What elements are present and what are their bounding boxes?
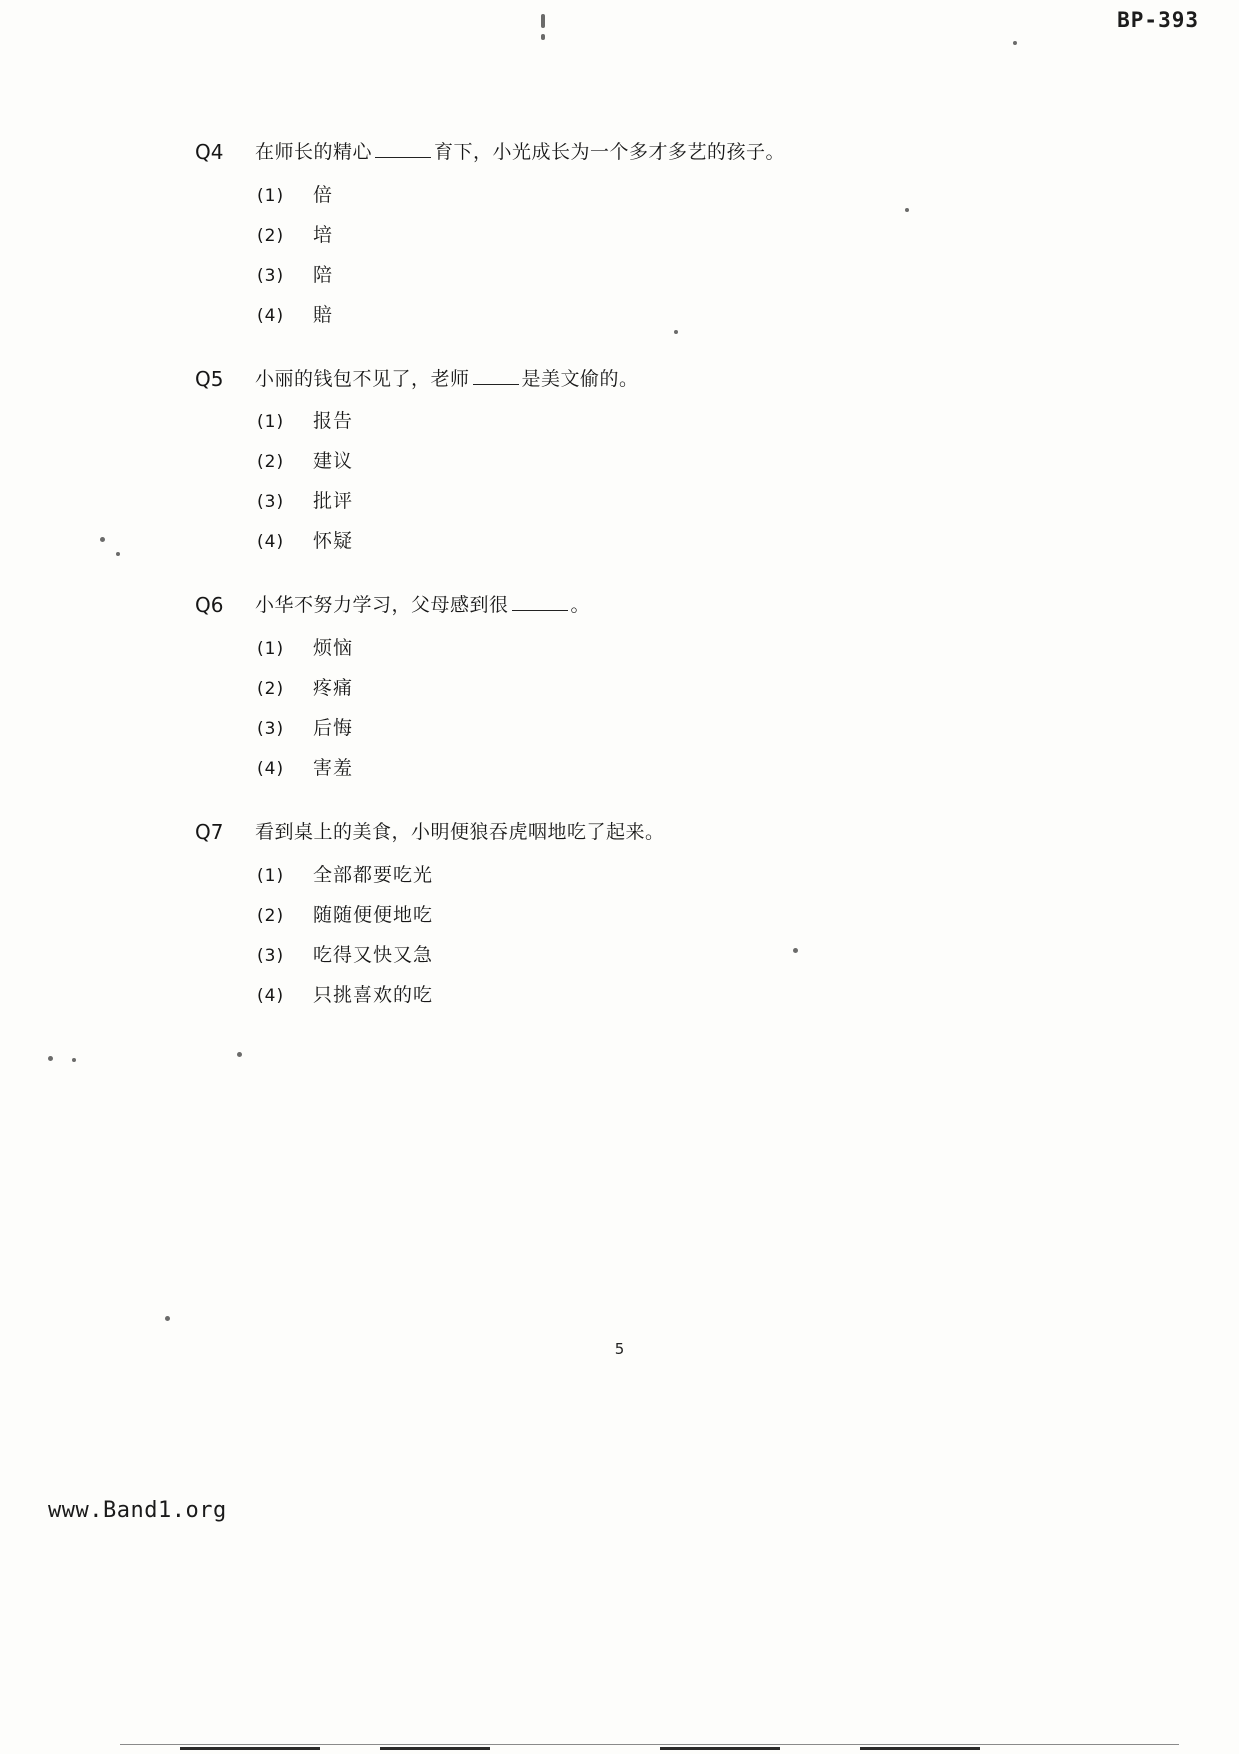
- option-item[interactable]: [257, 860, 1095, 887]
- stem-text-before: 小华不努力学习，父母感到很: [255, 594, 509, 617]
- option-label: (1): [257, 412, 285, 433]
- option-label: (4): [257, 985, 285, 1006]
- scan-speck: [541, 14, 545, 28]
- question-item: [195, 140, 1095, 327]
- stem-text-after: 育下，小光成长为一个多才多艺的孩子。: [434, 141, 786, 163]
- scan-edge-segment: [660, 1747, 780, 1750]
- question-stem-row: [195, 593, 1095, 619]
- option-label: (2): [257, 678, 285, 699]
- option-label: (4): [257, 758, 285, 779]
- option-label: (4): [257, 305, 285, 326]
- question-stem: [255, 367, 639, 393]
- stem-text-before: 小丽的钱包不见了，老师: [255, 367, 470, 390]
- option-text: 怀疑: [313, 530, 354, 553]
- option-item[interactable]: [257, 753, 1095, 780]
- option-item[interactable]: [257, 260, 1095, 287]
- option-label: (3): [257, 265, 285, 286]
- question-number: Q7: [195, 819, 224, 844]
- option-label: (1): [257, 865, 285, 886]
- scan-speck: [100, 537, 105, 542]
- scan-edge-segment: [380, 1747, 490, 1750]
- option-label: (1): [257, 638, 285, 659]
- option-text: 随随便便地吃: [313, 903, 434, 926]
- scan-speck: [541, 34, 545, 40]
- scan-edge-segment: [180, 1747, 320, 1750]
- question-number: Q6: [195, 593, 224, 618]
- stem-text-before: 在师长的精心: [255, 141, 373, 163]
- question-number: Q4: [195, 140, 224, 164]
- scan-speck: [165, 1316, 170, 1321]
- option-label: (1): [257, 185, 285, 206]
- option-item[interactable]: [257, 900, 1095, 927]
- option-text: 吃得又快又急: [313, 943, 434, 966]
- question-stem-row: [195, 140, 1095, 166]
- question-list: [195, 140, 1095, 1047]
- question-item: [195, 820, 1095, 1007]
- option-text: 全部都要吃光: [313, 863, 434, 886]
- option-text: 培: [313, 223, 334, 246]
- option-label: (3): [257, 718, 285, 739]
- option-item[interactable]: [257, 486, 1095, 513]
- option-item[interactable]: [257, 526, 1095, 553]
- question-stem: 看到桌上的美食，小明便狼吞虎咽地吃了起来。: [255, 820, 665, 843]
- option-item[interactable]: [257, 406, 1095, 433]
- option-label: (2): [257, 452, 285, 473]
- page-header-code: BP-393: [1117, 8, 1199, 32]
- scan-bottom-edge: [0, 1740, 1239, 1754]
- question-item: [195, 367, 1095, 554]
- answer-blank: [512, 595, 568, 611]
- option-item[interactable]: [257, 220, 1095, 247]
- option-list: [257, 633, 1095, 780]
- option-text: 陪: [313, 263, 334, 286]
- option-item[interactable]: [257, 713, 1095, 740]
- scan-speck: [72, 1058, 76, 1062]
- option-text: 疼痛: [313, 676, 354, 699]
- scan-edge-segment: [860, 1747, 980, 1750]
- option-item[interactable]: [257, 446, 1095, 473]
- option-text: 后悔: [313, 716, 354, 739]
- option-text: 害羞: [313, 756, 354, 779]
- question-stem: [255, 140, 785, 166]
- stem-text-after: 是美文偷的。: [521, 367, 639, 390]
- stem-text-after: 。: [570, 594, 591, 617]
- option-label: (3): [257, 492, 285, 513]
- option-text: 賠: [313, 303, 334, 326]
- option-item[interactable]: [257, 633, 1095, 660]
- question-item: [195, 593, 1095, 780]
- option-text: 烦恼: [313, 636, 354, 659]
- option-list: [257, 406, 1095, 553]
- question-stem: [255, 593, 590, 619]
- option-text: 批评: [313, 490, 354, 513]
- scan-speck: [48, 1056, 53, 1061]
- option-text: 报告: [313, 410, 354, 433]
- question-number: Q5: [195, 366, 224, 391]
- option-text: 倍: [313, 183, 334, 206]
- question-stem-row: [195, 367, 1095, 393]
- scan-speck: [1013, 41, 1017, 45]
- footer-url: www.Band1.org: [48, 1498, 227, 1523]
- option-item[interactable]: [257, 940, 1095, 967]
- option-text: 只挑喜欢的吃: [313, 983, 434, 1006]
- option-text: 建议: [313, 450, 354, 473]
- option-list: [257, 180, 1095, 327]
- option-label: (3): [257, 945, 285, 966]
- answer-blank: [375, 142, 431, 158]
- question-stem-row: [195, 820, 1095, 846]
- option-item[interactable]: [257, 300, 1095, 327]
- option-item[interactable]: [257, 180, 1095, 207]
- option-label: (2): [257, 905, 285, 926]
- answer-blank: [473, 369, 519, 385]
- scan-edge-line: [120, 1744, 1179, 1745]
- option-label: (2): [257, 225, 285, 246]
- option-list: [257, 860, 1095, 1007]
- page-number: 5: [614, 1340, 625, 1358]
- option-item[interactable]: [257, 980, 1095, 1007]
- scan-speck: [116, 552, 120, 556]
- option-item[interactable]: [257, 673, 1095, 700]
- option-label: (4): [257, 532, 285, 553]
- scan-speck: [237, 1052, 242, 1057]
